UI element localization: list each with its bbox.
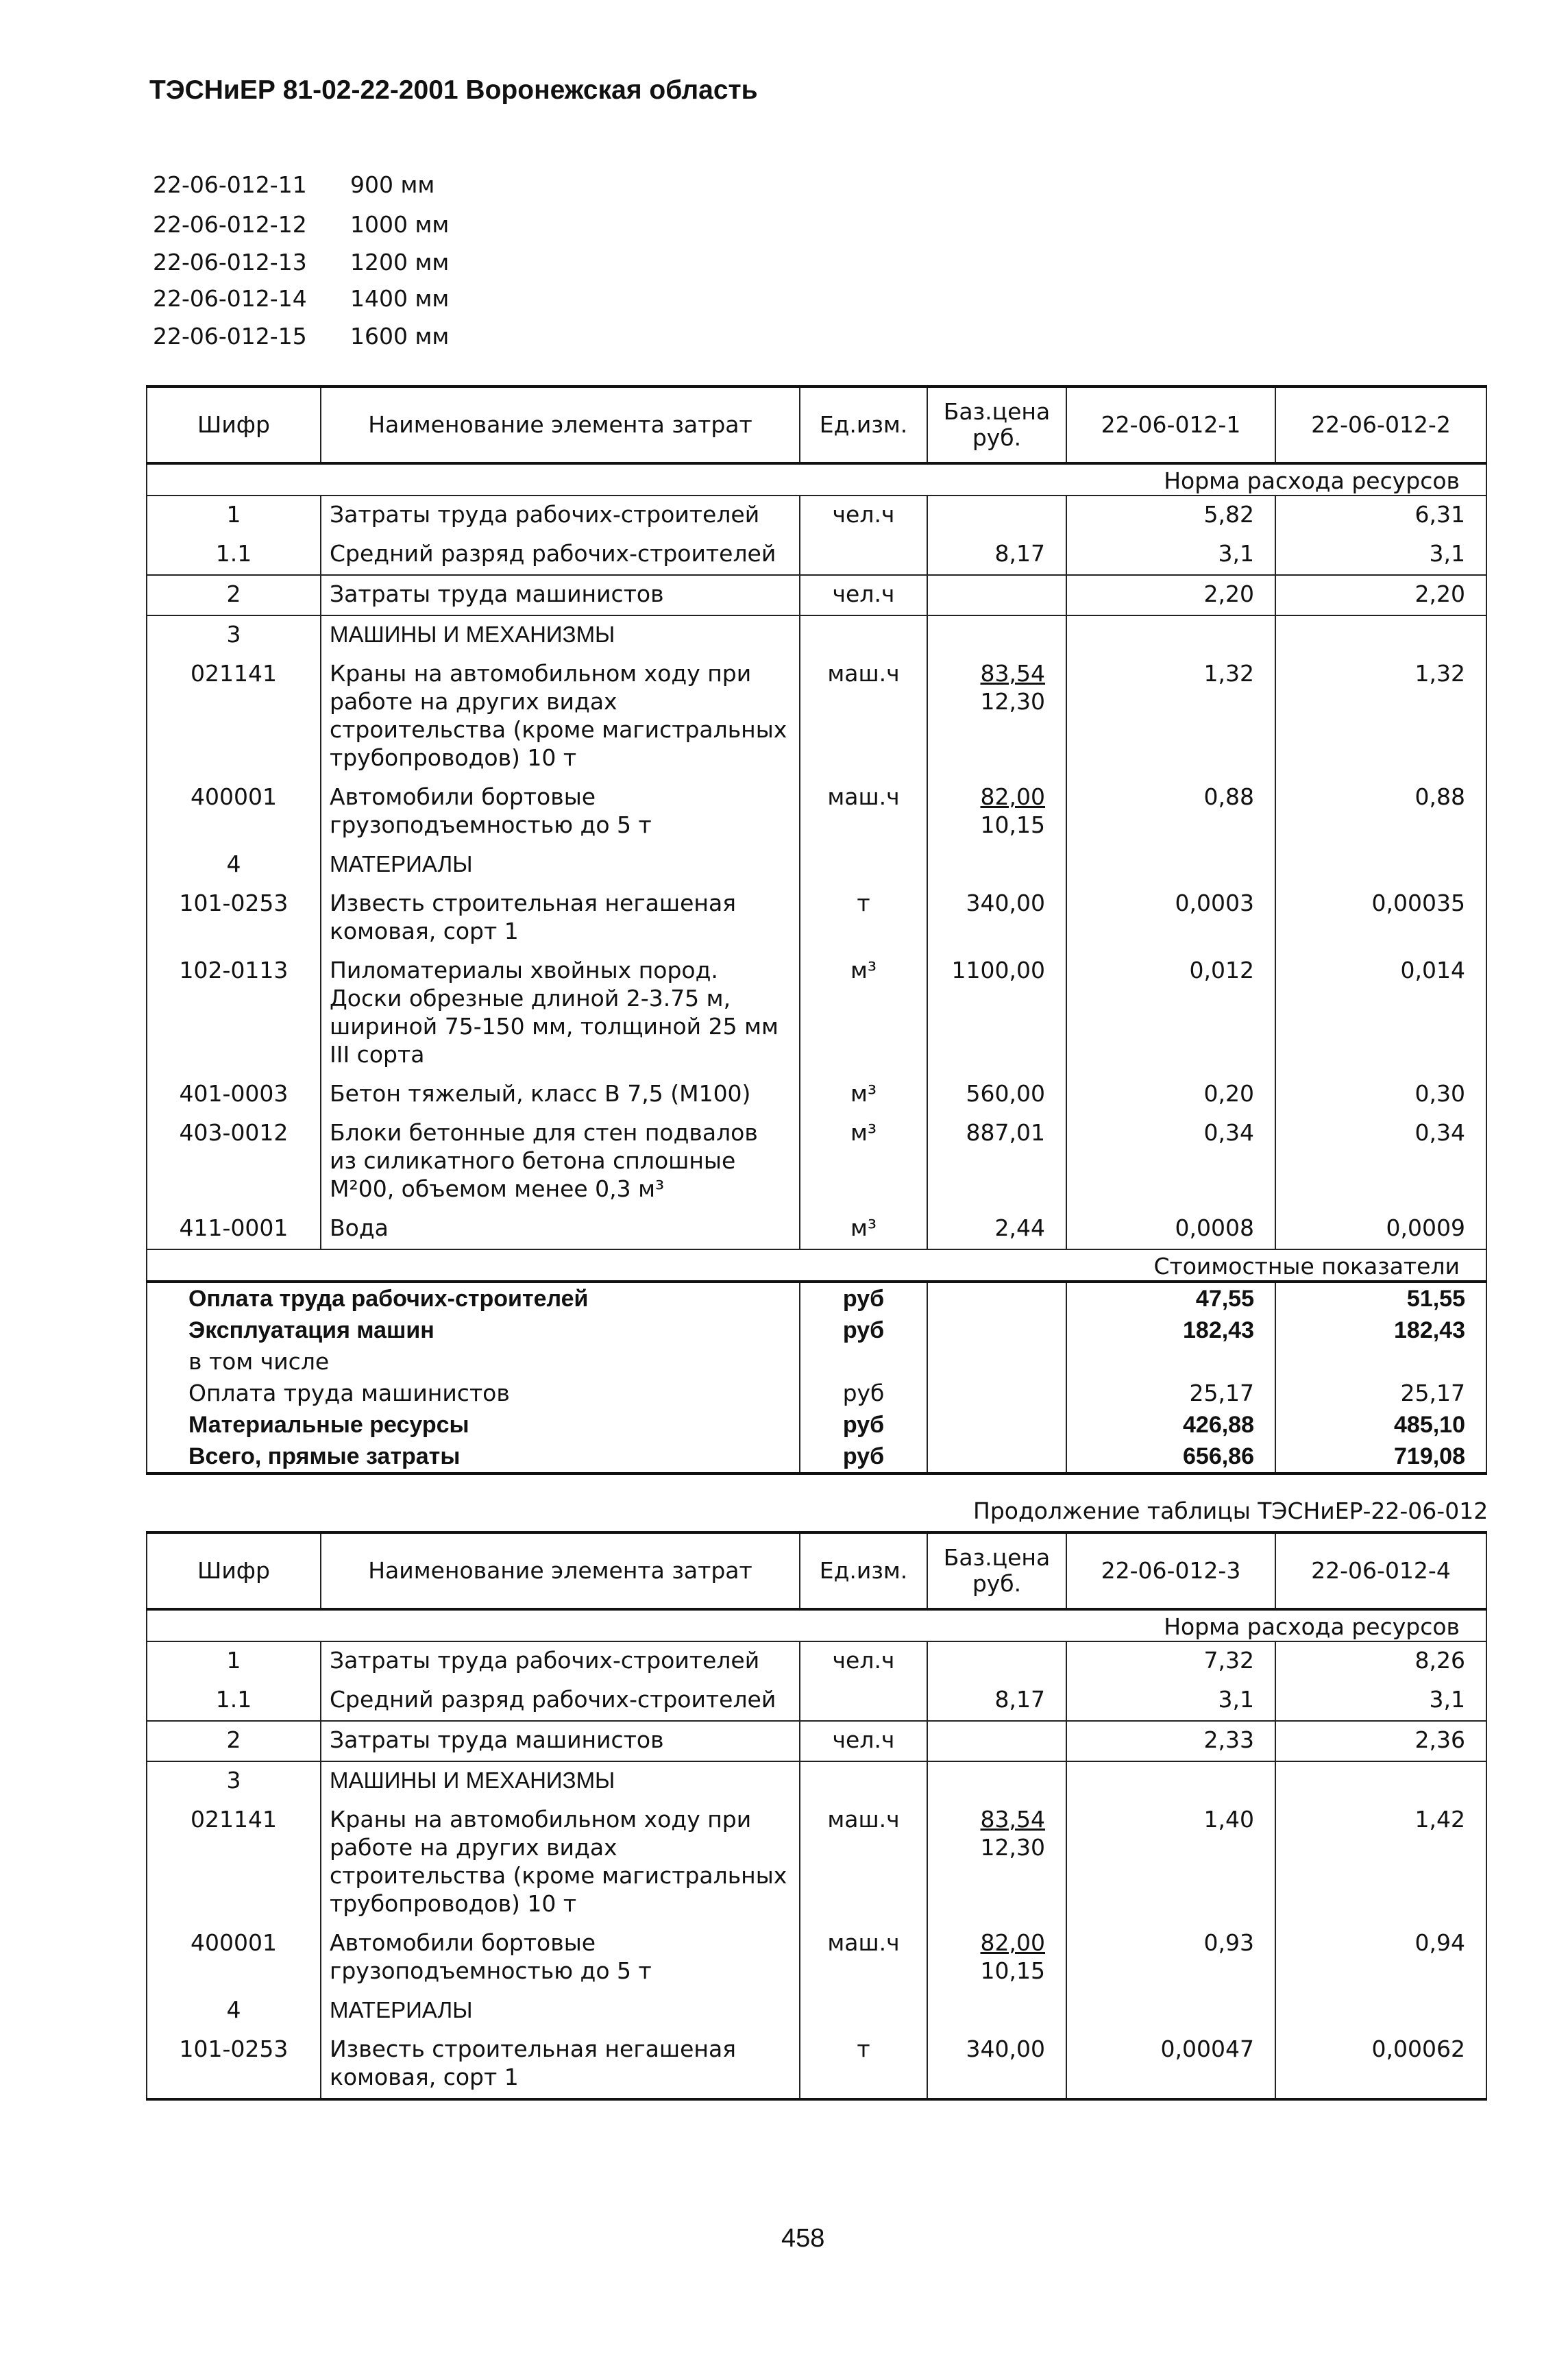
cell-code: 2 — [147, 1721, 321, 1761]
col-header-code: Шифр — [147, 387, 321, 463]
summary-label: Оплата труда машинистов — [147, 1378, 800, 1409]
summary-unit: руб — [800, 1409, 927, 1441]
cell-price — [927, 1924, 1066, 1992]
summary-price-empty — [927, 1441, 1066, 1474]
cell-variant-a: 0,93 — [1066, 1924, 1275, 1992]
cell-variant-a: 0,012 — [1066, 952, 1275, 1075]
cell-price — [927, 1641, 1066, 1681]
cell-variant-b: 0,88 — [1275, 779, 1486, 846]
band-cost-label: Стоимостные показатели — [147, 1249, 1486, 1282]
cell-unit: маш.ч — [800, 1801, 927, 1924]
table-row — [147, 1210, 1486, 1249]
cell-name: Затраты труда машинистов — [321, 1721, 800, 1761]
table-row — [147, 1114, 1486, 1210]
cell-price — [927, 1681, 1066, 1721]
cell-name: Автомобили бортовые грузоподъемностью до 5 т — [321, 779, 800, 846]
summary-label: Материальные ресурсы — [147, 1409, 800, 1441]
summary-label: Эксплуатация машин — [147, 1315, 800, 1346]
col-header-variant-a: 22-06-012-1 — [1066, 387, 1275, 463]
table-row — [147, 1075, 1486, 1114]
summary-row — [147, 1441, 1486, 1474]
table-row — [147, 615, 1486, 655]
cell-code: 2 — [147, 575, 321, 615]
band-norm-label: Норма расхода ресурсов — [147, 1609, 1486, 1641]
table-row — [147, 2031, 1486, 2099]
cell-variant-b: 0,00035 — [1275, 885, 1486, 952]
summary-price-empty — [927, 1315, 1066, 1346]
cell-price — [927, 1801, 1066, 1924]
cell-name: Вода — [321, 1210, 800, 1249]
summary-row — [147, 1315, 1486, 1346]
cell-variant-a: 0,20 — [1066, 1075, 1275, 1114]
table-row — [147, 885, 1486, 952]
cell-name: МАТЕРИАЛЫ — [321, 1992, 800, 2031]
cell-variant-a: 0,0003 — [1066, 885, 1275, 952]
cell-code: 1 — [147, 1641, 321, 1681]
cell-unit — [800, 1992, 927, 2031]
cell-variant-b: 0,0009 — [1275, 1210, 1486, 1249]
table-row — [147, 1924, 1486, 1992]
col-header-name: Наименование элемента затрат — [321, 387, 800, 463]
cell-variant-b — [1275, 1761, 1486, 1801]
cell-variant-b: 6,31 — [1275, 496, 1486, 535]
summary-variant-a: 25,17 — [1066, 1378, 1275, 1409]
table-row — [147, 952, 1486, 1075]
cell-unit: чел.ч — [800, 1641, 927, 1681]
cell-unit: чел.ч — [800, 496, 927, 535]
cell-code: 021141 — [147, 655, 321, 779]
cell-code: 3 — [147, 615, 321, 655]
cell-unit — [800, 615, 927, 655]
cell-unit: м³ — [800, 1210, 927, 1249]
price-operator-wage: 12,30 — [980, 688, 1045, 715]
cell-name: Средний разряд рабочих-строителей — [321, 535, 800, 575]
cell-unit: маш.ч — [800, 1924, 927, 1992]
table-row — [147, 779, 1486, 846]
cell-price — [927, 1210, 1066, 1249]
cell-code: 4 — [147, 846, 321, 885]
cell-name: Затраты труда машинистов — [321, 575, 800, 615]
price-value: 340,00 — [966, 2035, 1045, 2062]
summary-variant-b — [1275, 1346, 1486, 1378]
cell-unit — [800, 1761, 927, 1801]
summary-variant-b: 719,08 — [1275, 1441, 1486, 1474]
cell-name: Краны на автомобильном ходу при работе на других видах строительства (кроме магистральных трубопроводов) 10 т — [321, 1801, 800, 1924]
variant-size: 1000 мм — [350, 211, 450, 238]
cell-unit: м³ — [800, 1075, 927, 1114]
cell-unit: чел.ч — [800, 575, 927, 615]
summary-variant-b: 182,43 — [1275, 1315, 1486, 1346]
table-row — [147, 1801, 1486, 1924]
summary-unit: руб — [800, 1282, 927, 1315]
col-header-variant-b: 22-06-012-2 — [1275, 387, 1486, 463]
table-row — [147, 655, 1486, 779]
cell-variant-b: 2,36 — [1275, 1721, 1486, 1761]
table-row — [147, 846, 1486, 885]
col-header-variant-b: 22-06-012-4 — [1275, 1532, 1486, 1609]
price-operator-wage: 10,15 — [980, 1957, 1045, 1984]
cell-name: МАШИНЫ И МЕХАНИЗМЫ — [321, 1761, 800, 1801]
cell-price — [927, 1992, 1066, 2031]
cell-price — [927, 952, 1066, 1075]
cell-code: 411-0001 — [147, 1210, 321, 1249]
variant-size: 1200 мм — [350, 249, 450, 276]
variant-size: 1400 мм — [350, 285, 450, 312]
cell-name: Бетон тяжелый, класс В 7,5 (М100) — [321, 1075, 800, 1114]
price-value: 887,01 — [966, 1119, 1045, 1146]
price-value: 83,54 — [980, 1806, 1045, 1833]
col-header-price: Баз.цена руб. — [927, 1532, 1066, 1609]
cell-price — [927, 846, 1066, 885]
cell-variant-b: 0,00062 — [1275, 2031, 1486, 2099]
cell-variant-b: 1,42 — [1275, 1801, 1486, 1924]
cell-unit: м³ — [800, 1114, 927, 1210]
cell-price — [927, 1761, 1066, 1801]
cell-unit: маш.ч — [800, 779, 927, 846]
cell-code: 400001 — [147, 1924, 321, 1992]
summary-variant-a: 47,55 — [1066, 1282, 1275, 1315]
summary-unit: руб — [800, 1441, 927, 1474]
cell-price — [927, 655, 1066, 779]
cell-name: Краны на автомобильном ходу при работе на других видах строительства (кроме магистральных трубопроводов) 10 т — [321, 655, 800, 779]
price-value: 82,00 — [980, 783, 1045, 810]
cell-variant-a — [1066, 615, 1275, 655]
summary-variant-a — [1066, 1346, 1275, 1378]
cell-name: Автомобили бортовые грузоподъемностью до 5 т — [321, 1924, 800, 1992]
table-row — [147, 1761, 1486, 1801]
col-header-price: Баз.цена руб. — [927, 387, 1066, 463]
summary-unit: руб — [800, 1378, 927, 1409]
summary-variant-b: 485,10 — [1275, 1409, 1486, 1441]
cell-variant-a: 0,34 — [1066, 1114, 1275, 1210]
cell-variant-a: 0,0008 — [1066, 1210, 1275, 1249]
cell-variant-b: 3,1 — [1275, 1681, 1486, 1721]
cell-price — [927, 496, 1066, 535]
cell-unit: маш.ч — [800, 655, 927, 779]
cell-variant-a: 7,32 — [1066, 1641, 1275, 1681]
summary-unit: руб — [800, 1315, 927, 1346]
cell-price — [927, 1075, 1066, 1114]
cell-variant-b: 3,1 — [1275, 535, 1486, 575]
variant-code: 22-06-012-12 — [153, 211, 307, 238]
variant-code: 22-06-012-11 — [153, 171, 307, 198]
cell-variant-a: 0,00047 — [1066, 2031, 1275, 2099]
cell-variant-b: 8,26 — [1275, 1641, 1486, 1681]
price-value: 340,00 — [966, 890, 1045, 916]
summary-price-empty — [927, 1346, 1066, 1378]
cell-variant-a — [1066, 846, 1275, 885]
col-header-code: Шифр — [147, 1532, 321, 1609]
cell-code: 400001 — [147, 779, 321, 846]
summary-variant-a: 656,86 — [1066, 1441, 1275, 1474]
cell-variant-b: 0,30 — [1275, 1075, 1486, 1114]
cell-code: 101-0253 — [147, 2031, 321, 2099]
cell-name: МАТЕРИАЛЫ — [321, 846, 800, 885]
table-row — [147, 575, 1486, 615]
cell-price — [927, 885, 1066, 952]
summary-label: в том числе — [147, 1346, 800, 1378]
cell-variant-b — [1275, 615, 1486, 655]
page-number: 458 — [781, 2224, 825, 2253]
summary-unit — [800, 1346, 927, 1378]
resource-table-2 — [146, 1531, 1487, 2101]
cell-name: Пиломатериалы хвойных пород. Доски обрезные длиной 2-3.75 м, шириной 75-150 мм, толщиной 25 мм III сорта — [321, 952, 800, 1075]
price-value: 8,17 — [994, 1686, 1045, 1713]
variant-code: 22-06-012-15 — [153, 323, 307, 350]
table-row — [147, 496, 1486, 535]
price-value: 1100,00 — [951, 957, 1045, 983]
cell-code: 021141 — [147, 1801, 321, 1924]
table-row — [147, 1992, 1486, 2031]
cell-variant-a: 0,88 — [1066, 779, 1275, 846]
cell-variant-b: 0,34 — [1275, 1114, 1486, 1210]
cell-code: 102-0113 — [147, 952, 321, 1075]
cell-code: 403-0012 — [147, 1114, 321, 1210]
cell-code: 1.1 — [147, 1681, 321, 1721]
cell-variant-b: 0,014 — [1275, 952, 1486, 1075]
cell-variant-b — [1275, 1992, 1486, 2031]
cell-code: 401-0003 — [147, 1075, 321, 1114]
cell-variant-a — [1066, 1761, 1275, 1801]
price-value: 560,00 — [966, 1080, 1045, 1107]
cell-unit — [800, 535, 927, 575]
cell-variant-b: 0,94 — [1275, 1924, 1486, 1992]
cell-code: 1 — [147, 496, 321, 535]
price-value: 82,00 — [980, 1929, 1045, 1956]
cell-price — [927, 779, 1066, 846]
cell-variant-b — [1275, 846, 1486, 885]
cell-price — [927, 615, 1066, 655]
col-header-variant-a: 22-06-012-3 — [1066, 1532, 1275, 1609]
cell-price — [927, 1721, 1066, 1761]
summary-price-empty — [927, 1378, 1066, 1409]
cell-variant-b: 2,20 — [1275, 575, 1486, 615]
cell-price — [927, 575, 1066, 615]
cell-unit: т — [800, 2031, 927, 2099]
col-header-name: Наименование элемента затрат — [321, 1532, 800, 1609]
summary-row — [147, 1378, 1486, 1409]
cell-unit: м³ — [800, 952, 927, 1075]
table-row — [147, 1721, 1486, 1761]
summary-row — [147, 1346, 1486, 1378]
resource-table-1 — [146, 385, 1487, 1475]
variant-size: 1600 мм — [350, 323, 450, 350]
cell-name: Затраты труда рабочих-строителей — [321, 1641, 800, 1681]
cell-unit: т — [800, 885, 927, 952]
summary-label: Всего, прямые затраты — [147, 1441, 800, 1474]
cell-name: Известь строительная негашеная комовая, сорт 1 — [321, 885, 800, 952]
cell-variant-a: 3,1 — [1066, 1681, 1275, 1721]
cell-price — [927, 1114, 1066, 1210]
cell-code: 3 — [147, 1761, 321, 1801]
price-operator-wage: 10,15 — [980, 811, 1045, 838]
price-value: 8,17 — [994, 540, 1045, 567]
variant-code: 22-06-012-14 — [153, 285, 307, 312]
table-row — [147, 1681, 1486, 1721]
cell-variant-a: 2,33 — [1066, 1721, 1275, 1761]
page-title: ТЭСНиЕР 81-02-22-2001 Воронежская область — [149, 75, 758, 105]
variant-code: 22-06-012-13 — [153, 249, 307, 276]
variant-size: 900 мм — [350, 171, 435, 198]
summary-variant-a: 182,43 — [1066, 1315, 1275, 1346]
band-norm-label: Норма расхода ресурсов — [147, 463, 1486, 496]
cell-variant-a: 1,32 — [1066, 655, 1275, 779]
cell-unit — [800, 846, 927, 885]
summary-row — [147, 1409, 1486, 1441]
summary-variant-b: 51,55 — [1275, 1282, 1486, 1315]
price-value: 2,44 — [994, 1214, 1045, 1241]
band-row — [147, 1249, 1486, 1282]
cell-name: Средний разряд рабочих-строителей — [321, 1681, 800, 1721]
cell-variant-a — [1066, 1992, 1275, 2031]
cell-variant-a: 2,20 — [1066, 575, 1275, 615]
cell-code: 1.1 — [147, 535, 321, 575]
band-row — [147, 1609, 1486, 1641]
table-row — [147, 535, 1486, 575]
cell-variant-a: 3,1 — [1066, 535, 1275, 575]
summary-variant-b: 25,17 — [1275, 1378, 1486, 1409]
cell-code: 101-0253 — [147, 885, 321, 952]
cell-variant-a: 1,40 — [1066, 1801, 1275, 1924]
cell-price — [927, 2031, 1066, 2099]
col-header-unit: Ед.изм. — [800, 1532, 927, 1609]
cell-name: Затраты труда рабочих-строителей — [321, 496, 800, 535]
cell-variant-a: 5,82 — [1066, 496, 1275, 535]
summary-variant-a: 426,88 — [1066, 1409, 1275, 1441]
cell-unit: чел.ч — [800, 1721, 927, 1761]
continuation-caption: Продолжение таблицы ТЭСНиЕР-22-06-012 — [973, 1497, 1489, 1524]
price-operator-wage: 12,30 — [980, 1834, 1045, 1861]
cell-code: 4 — [147, 1992, 321, 2031]
summary-price-empty — [927, 1282, 1066, 1315]
col-header-unit: Ед.изм. — [800, 387, 927, 463]
cell-unit — [800, 1681, 927, 1721]
band-row — [147, 463, 1486, 496]
cell-variant-b: 1,32 — [1275, 655, 1486, 779]
summary-row — [147, 1282, 1486, 1315]
cell-name: МАШИНЫ И МЕХАНИЗМЫ — [321, 615, 800, 655]
cell-name: Блоки бетонные для стен подвалов из силикатного бетона сплошные М²00, объемом менее 0,3 м³ — [321, 1114, 800, 1210]
summary-label: Оплата труда рабочих-строителей — [147, 1282, 800, 1315]
table-row — [147, 1641, 1486, 1681]
summary-price-empty — [927, 1409, 1066, 1441]
price-value: 83,54 — [980, 660, 1045, 687]
cell-name: Известь строительная негашеная комовая, сорт 1 — [321, 2031, 800, 2099]
cell-price — [927, 535, 1066, 575]
